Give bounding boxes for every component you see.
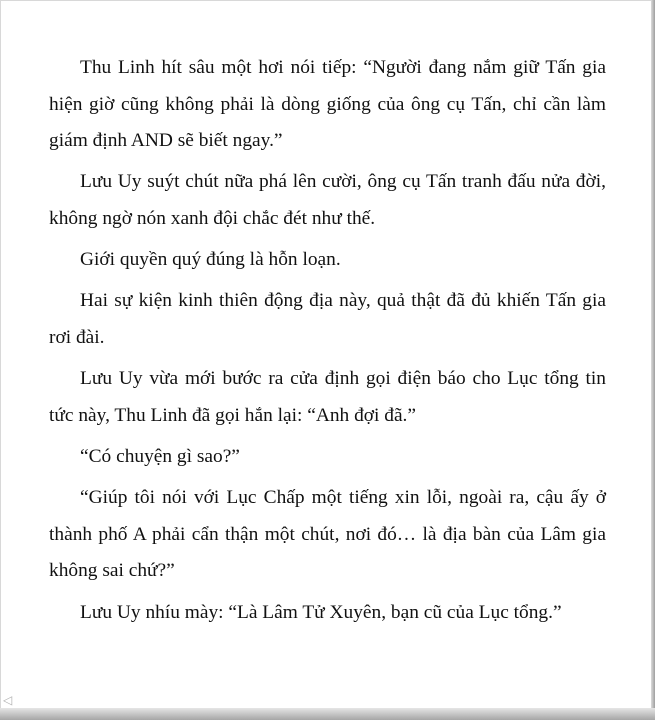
paragraph-2: Lưu Uy suýt chút nữa phá lên cười, ông cụ Tấn tranh đấu nửa đời, không ngờ nón xanh đội chắc đét như thế. <box>49 171 606 229</box>
paragraph-3: Giới quyền quý đúng là hỗn loạn. <box>80 249 341 271</box>
paragraph-5: Lưu Uy vừa mới bước ra cửa định gọi điện báo cho Lục tổng tin tức này, Thu Linh đã gọi hắn lại: “Anh đợi đã.” <box>49 368 606 426</box>
paragraph-7: “Giúp tôi nói với Lục Chấp một tiếng xin lỗi, ngoài ra, cậu ấy ở thành phố A phải cẩn thận một chút, nơi đó… là địa bàn của Lâm gia không sai chứ?” <box>49 487 606 582</box>
page-shadow-right <box>651 0 655 720</box>
paragraph-1: Thu Linh hít sâu một hơi nói tiếp: “Người đang nắm giữ Tấn gia hiện giờ cũng không phải là dòng giống của ông cụ Tấn, chỉ cần làm giám định AND sẽ biết ngay.” <box>49 57 606 151</box>
page-text-body <box>49 50 606 631</box>
paragraph-4: Hai sự kiện kinh thiên động địa này, quả thật đã đủ khiến Tấn gia rơi đài. <box>49 290 606 348</box>
paragraph-8: Lưu Uy nhíu mày: “Là Lâm Tử Xuyên, bạn cũ của Lục tổng.” <box>80 601 562 623</box>
left-arrow-icon[interactable]: ◁ <box>3 693 13 707</box>
page-shadow-bottom <box>0 708 655 720</box>
paragraph-6: “Có chuyện gì sao?” <box>80 445 240 467</box>
